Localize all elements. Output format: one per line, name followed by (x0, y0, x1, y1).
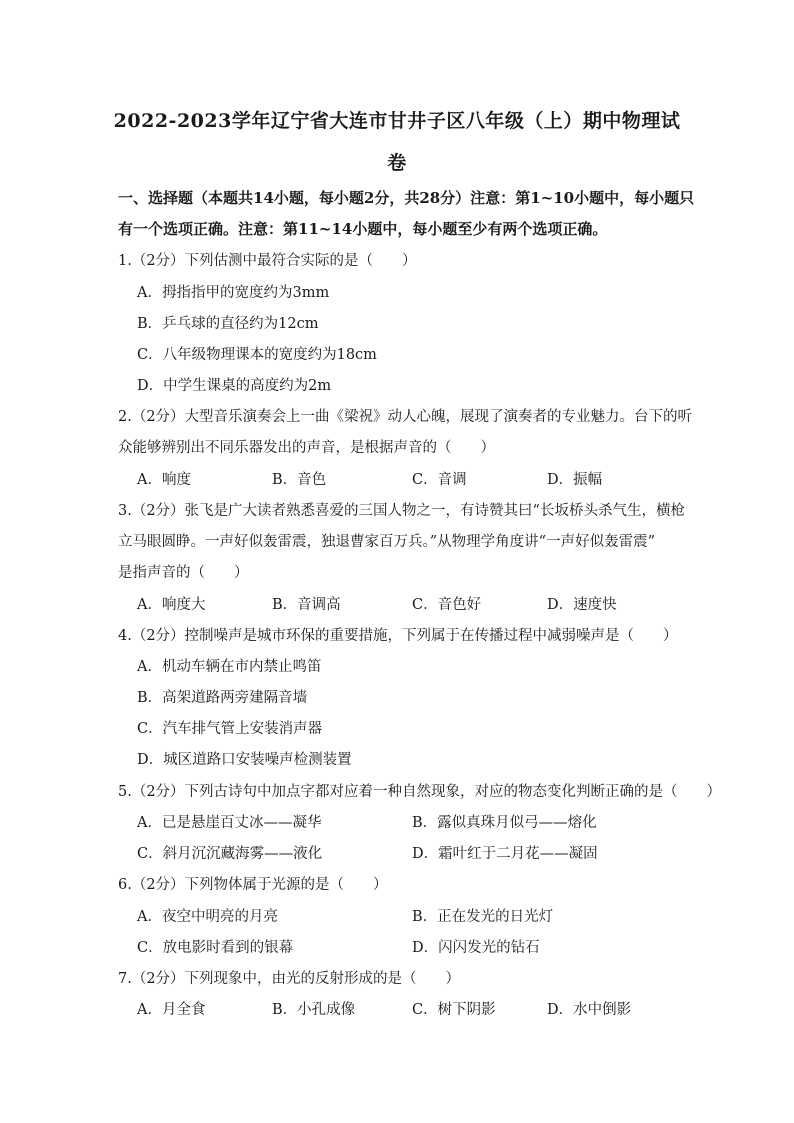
question-4-option-b[interactable]: B．高架道路两旁建隔音墙 (137, 690, 308, 706)
page-title-line-1: 2022-2023学年辽宁省大连市甘井子区八年级（上）期中物理试 (113, 110, 681, 132)
question-2-option-a[interactable]: A．响度 (137, 472, 191, 488)
question-2-stem-line-1: 2.（2分）大型音乐演奏会上一曲《梁祝》动人心魄，展现了演奏者的专业魅力。台下的听 (118, 409, 693, 425)
question-2-option-c[interactable]: C．音调 (412, 472, 467, 488)
section-heading-line-1: 一、选择题（本题共14小题，每小题2分，共28分）注意：第1~10小题中，每小题只 (118, 189, 695, 207)
question-3-stem-line-2: 立马眼圆睁。一声好似轰雷震，独退曹家百万兵。”从物理学角度讲“一声好似轰雷震” (118, 534, 655, 550)
question-1-option-d[interactable]: D．中学生课桌的高度约为2m (137, 378, 332, 394)
question-1-option-b[interactable]: B．乒乓球的直径约为12cm (137, 316, 319, 332)
question-3-option-a[interactable]: A．响度大 (137, 597, 206, 613)
question-4-option-a[interactable]: A．机动车辆在市内禁止鸣笛 (137, 659, 322, 675)
question-3-option-b[interactable]: B．音调高 (272, 597, 341, 613)
question-1-stem: 1.（2分）下列估测中最符合实际的是（ ） (118, 253, 417, 269)
page-title-line-2: 卷 (387, 152, 407, 174)
question-7-option-d[interactable]: D．水中倒影 (547, 1002, 632, 1018)
question-2-stem-line-2: 众能够辨别出不同乐器发出的声音，是根据声音的（ ） (118, 440, 495, 456)
question-7-option-c[interactable]: C．树下阴影 (412, 1002, 496, 1018)
question-4-option-c[interactable]: C．汽车排气管上安装消声器 (137, 721, 323, 737)
question-3-option-d[interactable]: D．速度快 (547, 597, 617, 613)
question-1-option-a[interactable]: A．拇指指甲的宽度约为3mm (137, 285, 330, 301)
question-7-stem: 7.（2分）下列现象中，由光的反射形成的是（ ） (118, 971, 461, 987)
question-6-stem: 6.（2分）下列物体属于光源的是（ ） (118, 877, 388, 893)
question-3-stem-line-3: 是指声音的（ ） (118, 565, 249, 581)
question-4-option-d[interactable]: D．城区道路口安装噪声检测装置 (137, 752, 352, 768)
section-heading-line-2: 有一个选项正确。注意：第11~14小题中，每小题至少有两个选项正确。 (118, 220, 608, 238)
question-2-option-d[interactable]: D．振幅 (547, 472, 603, 488)
question-6-option-b[interactable]: B．正在发光的日光灯 (412, 909, 554, 925)
question-6-option-d[interactable]: D．闪闪发光的钻石 (412, 940, 540, 956)
question-3-option-c[interactable]: C．音色好 (412, 597, 482, 613)
question-6-option-c[interactable]: C．放电影时看到的银幕 (137, 940, 294, 956)
question-1-option-c[interactable]: C．八年级物理课本的宽度约为18cm (137, 347, 377, 363)
question-2-option-b[interactable]: B．音色 (272, 472, 327, 488)
question-5-option-b[interactable]: B．露似真珠月似弓——熔化 (412, 815, 597, 831)
question-7-option-b[interactable]: B．小孔成像 (272, 1002, 356, 1018)
question-5-stem: 5.（2分）下列古诗句中加点字都对应着一种自然现象，对应的物态变化判断正确的是（ ） (118, 784, 722, 800)
question-7-option-a[interactable]: A．月全食 (137, 1002, 206, 1018)
question-6-option-a[interactable]: A．夜空中明亮的月亮 (137, 909, 278, 925)
question-5-option-c[interactable]: C．斜月沉沉藏海雾——液化 (137, 846, 323, 862)
question-5-option-d[interactable]: D．霜叶红于二月花——凝固 (412, 846, 598, 862)
question-3-stem-line-1: 3.（2分）张飞是广大读者熟悉喜爱的三国人物之一，有诗赞其曰“长坂桥头杀气生，横枪 (118, 503, 685, 519)
question-5-option-a[interactable]: A．已是悬崖百丈冰——凝华 (137, 815, 322, 831)
question-4-stem: 4.（2分）控制噪声是城市环保的重要措施，下列属于在传播过程中减弱噪声是（ ） (118, 628, 678, 644)
